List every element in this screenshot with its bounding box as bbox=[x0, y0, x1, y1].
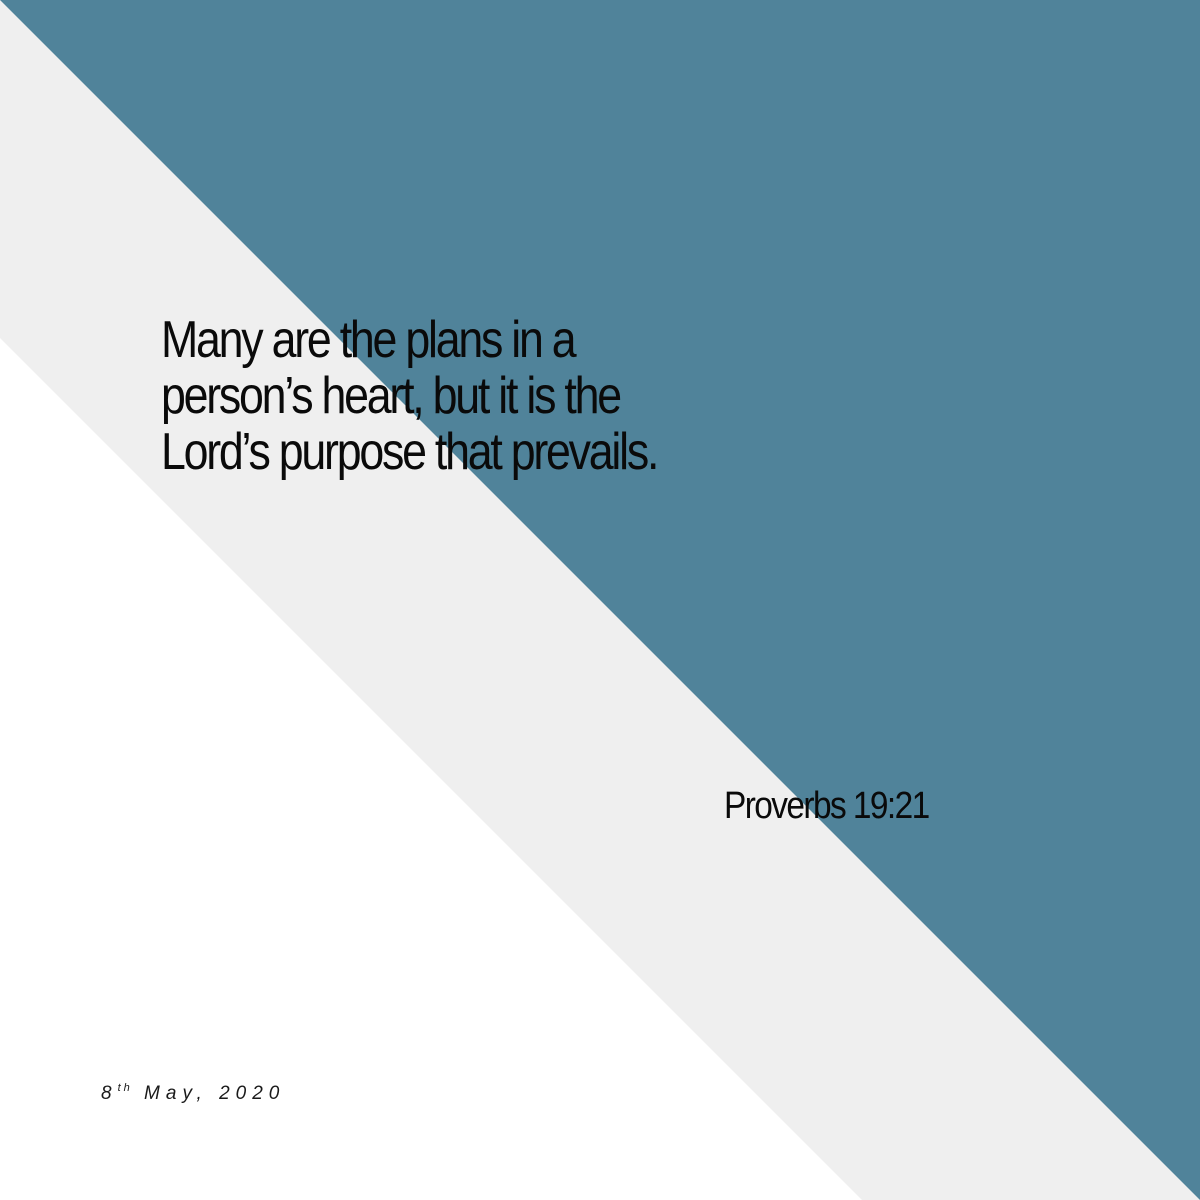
verse-line: Lord’s purpose that prevails. bbox=[161, 423, 658, 481]
verse-line: Many are the plans in a bbox=[161, 311, 575, 369]
date-ordinal-suffix: th bbox=[117, 1082, 133, 1094]
verse-line: person’s heart, but it is the bbox=[161, 367, 620, 425]
date-month-year: May, 2020 bbox=[132, 1083, 286, 1104]
verse-text bbox=[161, 312, 711, 480]
verse-reference: Proverbs 19:21 bbox=[724, 785, 929, 827]
date-day: 8 bbox=[101, 1083, 118, 1104]
post-date bbox=[101, 1082, 285, 1105]
